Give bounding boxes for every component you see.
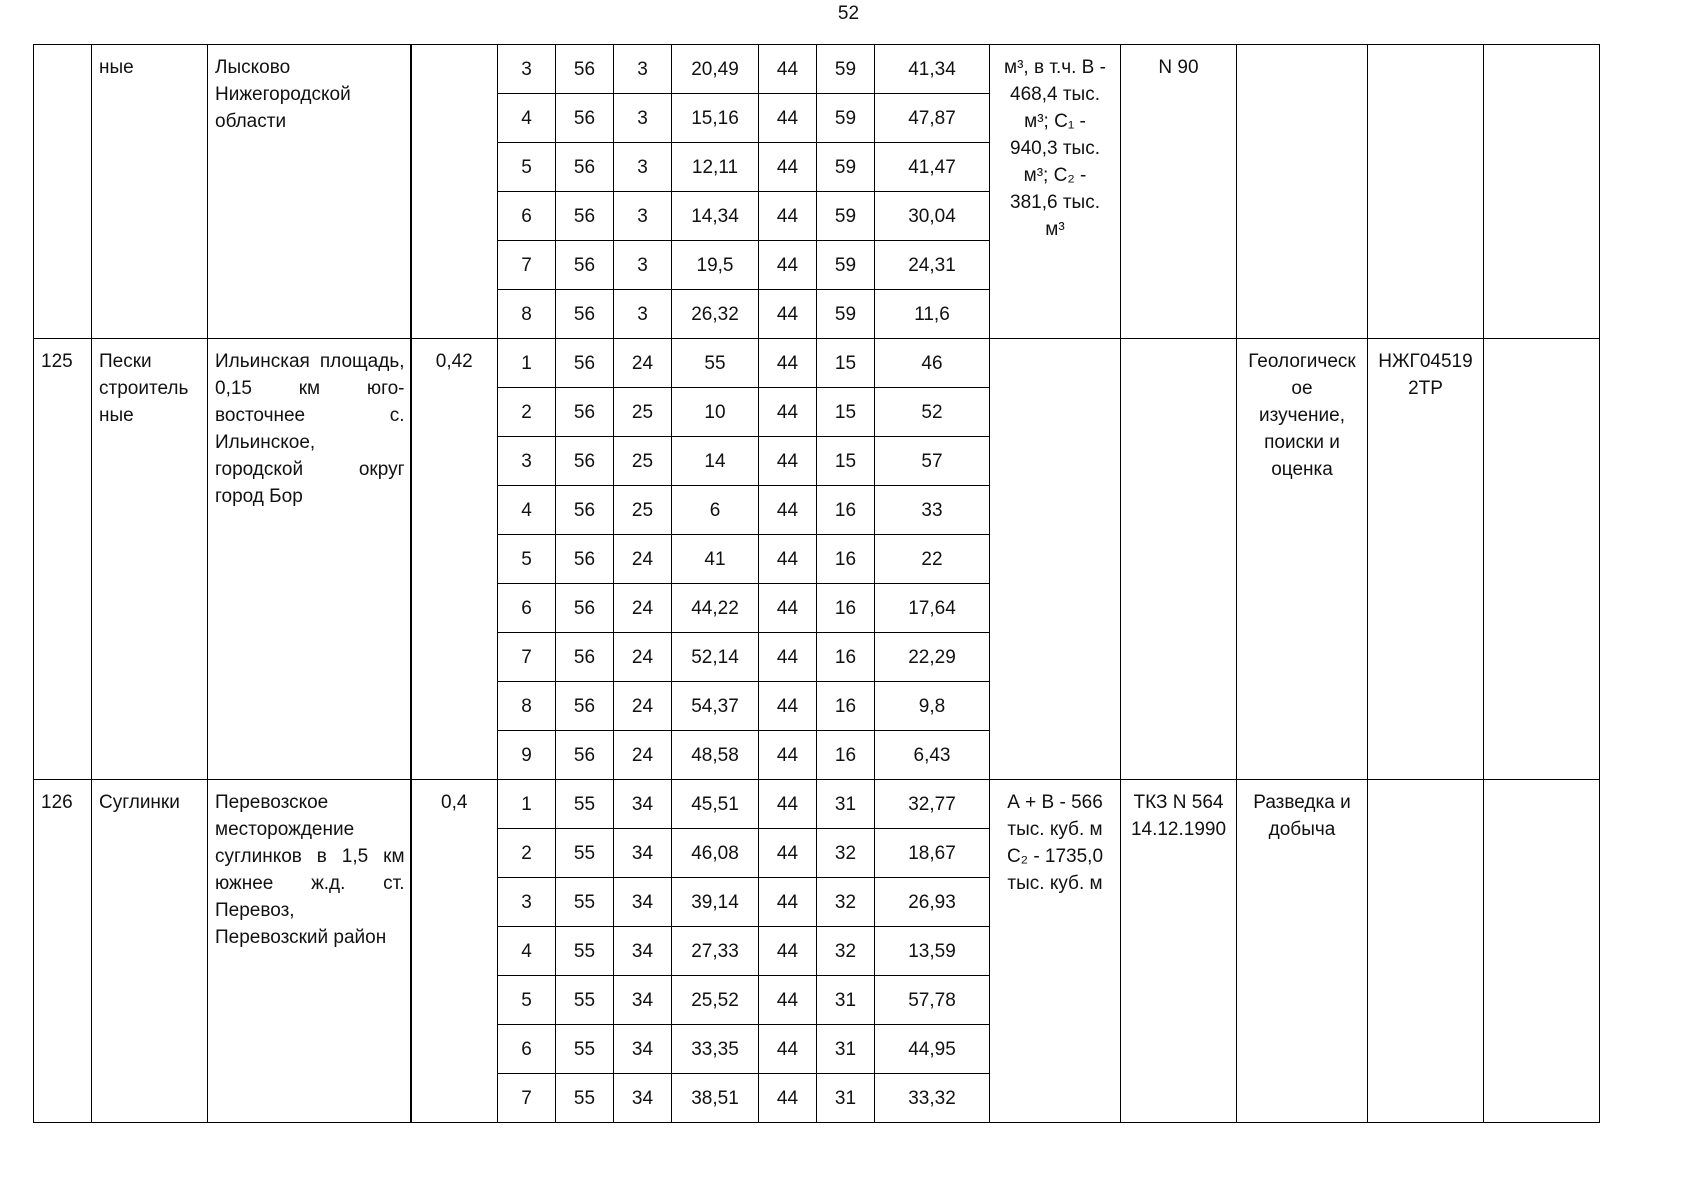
lat-min-cell: 25 xyxy=(614,486,672,535)
lon-sec-cell: 17,64 xyxy=(875,584,990,633)
point-number-cell: 8 xyxy=(498,682,556,731)
point-number-cell: 2 xyxy=(498,388,556,437)
lat-min-cell: 25 xyxy=(614,388,672,437)
lon-min-cell: 15 xyxy=(817,437,875,486)
lat-min-cell: 3 xyxy=(614,192,672,241)
lat-min-cell: 24 xyxy=(614,535,672,584)
protocol-cell xyxy=(1121,780,1237,1123)
license-cell xyxy=(1368,780,1484,1123)
lon-deg-cell: 44 xyxy=(759,45,817,94)
point-number-cell: 4 xyxy=(498,486,556,535)
lat-deg-cell: 56 xyxy=(556,94,614,143)
lon-min-cell: 59 xyxy=(817,143,875,192)
lat-min-cell: 34 xyxy=(614,927,672,976)
lon-deg-cell: 44 xyxy=(759,976,817,1025)
lat-deg-cell: 56 xyxy=(556,45,614,94)
lat-sec-cell: 39,14 xyxy=(672,878,759,927)
lat-deg-cell: 56 xyxy=(556,535,614,584)
lat-deg-cell: 55 xyxy=(556,976,614,1025)
lat-deg-cell: 55 xyxy=(556,1025,614,1074)
lat-deg-cell: 55 xyxy=(556,829,614,878)
lat-sec-cell: 52,14 xyxy=(672,633,759,682)
note-cell xyxy=(1484,339,1600,780)
lon-min-cell: 31 xyxy=(817,780,875,829)
lon-deg-cell: 44 xyxy=(759,437,817,486)
protocol-cell xyxy=(1121,339,1237,780)
location-cell-text: Лысково Нижегородской области xyxy=(215,57,351,132)
lat-min-cell: 34 xyxy=(614,1025,672,1074)
lat-min-cell: 3 xyxy=(614,241,672,290)
lon-min-cell: 32 xyxy=(817,878,875,927)
lat-min-cell: 34 xyxy=(614,878,672,927)
lat-sec-cell: 15,16 xyxy=(672,94,759,143)
location-cell xyxy=(208,45,411,339)
lat-deg-cell: 56 xyxy=(556,731,614,780)
lat-sec-cell: 44,22 xyxy=(672,584,759,633)
lon-sec-cell: 18,67 xyxy=(875,829,990,878)
lat-deg-cell: 55 xyxy=(556,878,614,927)
reserves-cell-text: А + В - 566 тыс. куб. м С₂ - 1735,0 тыс. куб. м xyxy=(1006,792,1104,894)
lat-min-cell: 3 xyxy=(614,143,672,192)
lon-deg-cell: 44 xyxy=(759,388,817,437)
lat-deg-cell: 56 xyxy=(556,584,614,633)
lon-min-cell: 59 xyxy=(817,94,875,143)
lon-sec-cell: 22 xyxy=(875,535,990,584)
license-cell-text: НЖГ04519 2ТР xyxy=(1378,351,1473,399)
point-number-cell: 9 xyxy=(498,731,556,780)
reserves-cell xyxy=(990,45,1121,339)
note-cell xyxy=(1484,780,1600,1123)
lon-min-cell: 59 xyxy=(817,241,875,290)
lat-sec-cell: 27,33 xyxy=(672,927,759,976)
lat-deg-cell: 56 xyxy=(556,682,614,731)
lon-min-cell: 31 xyxy=(817,976,875,1025)
lat-sec-cell: 14 xyxy=(672,437,759,486)
lat-min-cell: 3 xyxy=(614,290,672,339)
purpose-cell xyxy=(1237,780,1368,1123)
lon-min-cell: 59 xyxy=(817,45,875,94)
point-number-cell: 6 xyxy=(498,1025,556,1074)
lon-sec-cell: 30,04 xyxy=(875,192,990,241)
point-number-cell: 5 xyxy=(498,143,556,192)
point-number-cell: 3 xyxy=(498,437,556,486)
lat-sec-cell: 54,37 xyxy=(672,682,759,731)
lon-deg-cell: 44 xyxy=(759,94,817,143)
mineral-type-cell-text: Пески строитель ные xyxy=(99,351,189,426)
point-number-cell: 7 xyxy=(498,1074,556,1123)
lon-deg-cell: 44 xyxy=(759,780,817,829)
lat-min-cell: 3 xyxy=(614,45,672,94)
lon-min-cell: 32 xyxy=(817,829,875,878)
mineral-type-cell xyxy=(92,339,208,780)
purpose-cell-text: Геологическ ое изучение, поиски и оценка xyxy=(1248,351,1356,480)
location-cell-text: Перевозское месторождение суглинков в 1,5 км южнее ж.д. ст. Перевоз, Перевозский район xyxy=(215,792,405,948)
lon-deg-cell: 44 xyxy=(759,731,817,780)
lon-deg-cell: 44 xyxy=(759,584,817,633)
lon-sec-cell: 24,31 xyxy=(875,241,990,290)
lon-deg-cell: 44 xyxy=(759,878,817,927)
lon-min-cell: 32 xyxy=(817,927,875,976)
protocol-cell-text: N 90 xyxy=(1158,57,1199,78)
lat-deg-cell: 56 xyxy=(556,290,614,339)
deposit-registry-table xyxy=(33,44,1600,1123)
lat-deg-cell: 56 xyxy=(556,486,614,535)
lon-sec-cell: 57 xyxy=(875,437,990,486)
note-cell xyxy=(1484,45,1600,339)
area-cell-text: 0,42 xyxy=(435,351,473,372)
lon-sec-cell: 41,47 xyxy=(875,143,990,192)
row-number-cell xyxy=(34,780,92,1123)
mineral-type-cell-text: ные xyxy=(99,57,134,78)
lon-deg-cell: 44 xyxy=(759,682,817,731)
lon-sec-cell: 44,95 xyxy=(875,1025,990,1074)
lon-deg-cell: 44 xyxy=(759,829,817,878)
lon-sec-cell: 52 xyxy=(875,388,990,437)
table-row xyxy=(34,45,1600,94)
point-number-cell: 1 xyxy=(498,339,556,388)
license-cell xyxy=(1368,45,1484,339)
protocol-cell-text: ТКЗ N 564 14.12.1990 xyxy=(1130,792,1227,840)
point-number-cell: 6 xyxy=(498,584,556,633)
lat-sec-cell: 45,51 xyxy=(672,780,759,829)
lat-sec-cell: 19,5 xyxy=(672,241,759,290)
point-number-cell: 3 xyxy=(498,878,556,927)
lat-min-cell: 34 xyxy=(614,1074,672,1123)
license-cell xyxy=(1368,339,1484,780)
lat-sec-cell: 25,52 xyxy=(672,976,759,1025)
lat-deg-cell: 56 xyxy=(556,339,614,388)
area-cell xyxy=(411,780,498,1123)
lon-sec-cell: 41,34 xyxy=(875,45,990,94)
lat-min-cell: 24 xyxy=(614,682,672,731)
lon-deg-cell: 44 xyxy=(759,290,817,339)
lon-min-cell: 59 xyxy=(817,290,875,339)
lon-deg-cell: 44 xyxy=(759,192,817,241)
lon-min-cell: 16 xyxy=(817,682,875,731)
point-number-cell: 7 xyxy=(498,633,556,682)
lon-min-cell: 15 xyxy=(817,339,875,388)
protocol-cell xyxy=(1121,45,1237,339)
lat-min-cell: 34 xyxy=(614,976,672,1025)
purpose-cell-text: Разведка и добыча xyxy=(1253,792,1351,840)
lat-deg-cell: 55 xyxy=(556,780,614,829)
reserves-cell xyxy=(990,780,1121,1123)
lat-min-cell: 24 xyxy=(614,339,672,388)
lat-sec-cell: 33,35 xyxy=(672,1025,759,1074)
row-number-cell xyxy=(34,45,92,339)
lon-deg-cell: 44 xyxy=(759,143,817,192)
lon-min-cell: 31 xyxy=(817,1074,875,1123)
lon-deg-cell: 44 xyxy=(759,339,817,388)
lon-sec-cell: 46 xyxy=(875,339,990,388)
lon-sec-cell: 32,77 xyxy=(875,780,990,829)
lat-sec-cell: 10 xyxy=(672,388,759,437)
reserves-cell-text: м³, в т.ч. В - 468,4 тыс. м³; С₁ - 940,3 тыс. м³; С₂ - 381,6 тыс. м³ xyxy=(1004,57,1106,240)
lon-min-cell: 59 xyxy=(817,192,875,241)
point-number-cell: 7 xyxy=(498,241,556,290)
area-cell-text: 0,4 xyxy=(441,792,468,813)
lon-deg-cell: 44 xyxy=(759,1025,817,1074)
location-cell xyxy=(208,780,411,1123)
lat-deg-cell: 55 xyxy=(556,1074,614,1123)
location-cell xyxy=(208,339,411,780)
mineral-type-cell xyxy=(92,780,208,1123)
table-body xyxy=(34,45,1600,1123)
point-number-cell: 5 xyxy=(498,535,556,584)
page-number: 52 xyxy=(837,3,860,24)
point-number-cell: 4 xyxy=(498,927,556,976)
mineral-type-cell xyxy=(92,45,208,339)
point-number-cell: 1 xyxy=(498,780,556,829)
lon-sec-cell: 57,78 xyxy=(875,976,990,1025)
lat-min-cell: 24 xyxy=(614,633,672,682)
lon-sec-cell: 33,32 xyxy=(875,1074,990,1123)
lat-sec-cell: 55 xyxy=(672,339,759,388)
lat-sec-cell: 41 xyxy=(672,535,759,584)
lat-deg-cell: 56 xyxy=(556,192,614,241)
lat-deg-cell: 56 xyxy=(556,633,614,682)
lon-min-cell: 16 xyxy=(817,486,875,535)
lon-min-cell: 31 xyxy=(817,1025,875,1074)
row-number-cell-text: 126 xyxy=(41,792,73,813)
lat-deg-cell: 55 xyxy=(556,927,614,976)
lat-min-cell: 25 xyxy=(614,437,672,486)
lon-sec-cell: 33 xyxy=(875,486,990,535)
lon-sec-cell: 6,43 xyxy=(875,731,990,780)
table-row xyxy=(34,780,1600,829)
lat-min-cell: 24 xyxy=(614,731,672,780)
lon-deg-cell: 44 xyxy=(759,633,817,682)
area-cell xyxy=(411,45,498,339)
table-row xyxy=(34,339,1600,388)
lat-sec-cell: 14,34 xyxy=(672,192,759,241)
lat-sec-cell: 46,08 xyxy=(672,829,759,878)
lon-min-cell: 16 xyxy=(817,731,875,780)
lon-min-cell: 15 xyxy=(817,388,875,437)
purpose-cell xyxy=(1237,339,1368,780)
lon-sec-cell: 47,87 xyxy=(875,94,990,143)
lon-sec-cell: 22,29 xyxy=(875,633,990,682)
point-number-cell: 5 xyxy=(498,976,556,1025)
lat-min-cell: 34 xyxy=(614,780,672,829)
lon-sec-cell: 11,6 xyxy=(875,290,990,339)
lon-deg-cell: 44 xyxy=(759,1074,817,1123)
point-number-cell: 3 xyxy=(498,45,556,94)
lat-deg-cell: 56 xyxy=(556,241,614,290)
mineral-type-cell-text: Суглинки xyxy=(99,792,180,813)
lon-deg-cell: 44 xyxy=(759,535,817,584)
area-cell xyxy=(411,339,498,780)
lat-sec-cell: 48,58 xyxy=(672,731,759,780)
lat-min-cell: 3 xyxy=(614,94,672,143)
lat-deg-cell: 56 xyxy=(556,437,614,486)
lat-deg-cell: 56 xyxy=(556,143,614,192)
lat-min-cell: 34 xyxy=(614,829,672,878)
lon-deg-cell: 44 xyxy=(759,241,817,290)
lat-sec-cell: 20,49 xyxy=(672,45,759,94)
lat-min-cell: 24 xyxy=(614,584,672,633)
point-number-cell: 4 xyxy=(498,94,556,143)
point-number-cell: 2 xyxy=(498,829,556,878)
point-number-cell: 8 xyxy=(498,290,556,339)
row-number-cell xyxy=(34,339,92,780)
reserves-cell xyxy=(990,339,1121,780)
lon-sec-cell: 9,8 xyxy=(875,682,990,731)
lon-deg-cell: 44 xyxy=(759,927,817,976)
lon-deg-cell: 44 xyxy=(759,486,817,535)
lat-sec-cell: 12,11 xyxy=(672,143,759,192)
lat-deg-cell: 56 xyxy=(556,388,614,437)
lon-sec-cell: 13,59 xyxy=(875,927,990,976)
lat-sec-cell: 38,51 xyxy=(672,1074,759,1123)
lon-min-cell: 16 xyxy=(817,535,875,584)
row-number-cell-text: 125 xyxy=(41,351,73,372)
lon-min-cell: 16 xyxy=(817,633,875,682)
lon-sec-cell: 26,93 xyxy=(875,878,990,927)
purpose-cell xyxy=(1237,45,1368,339)
location-cell-text: Ильинская площадь, 0,15 км юго-восточнее с. Ильинское, городской округ город Бор xyxy=(215,351,405,507)
lat-sec-cell: 6 xyxy=(672,486,759,535)
lon-min-cell: 16 xyxy=(817,584,875,633)
lat-sec-cell: 26,32 xyxy=(672,290,759,339)
point-number-cell: 6 xyxy=(498,192,556,241)
